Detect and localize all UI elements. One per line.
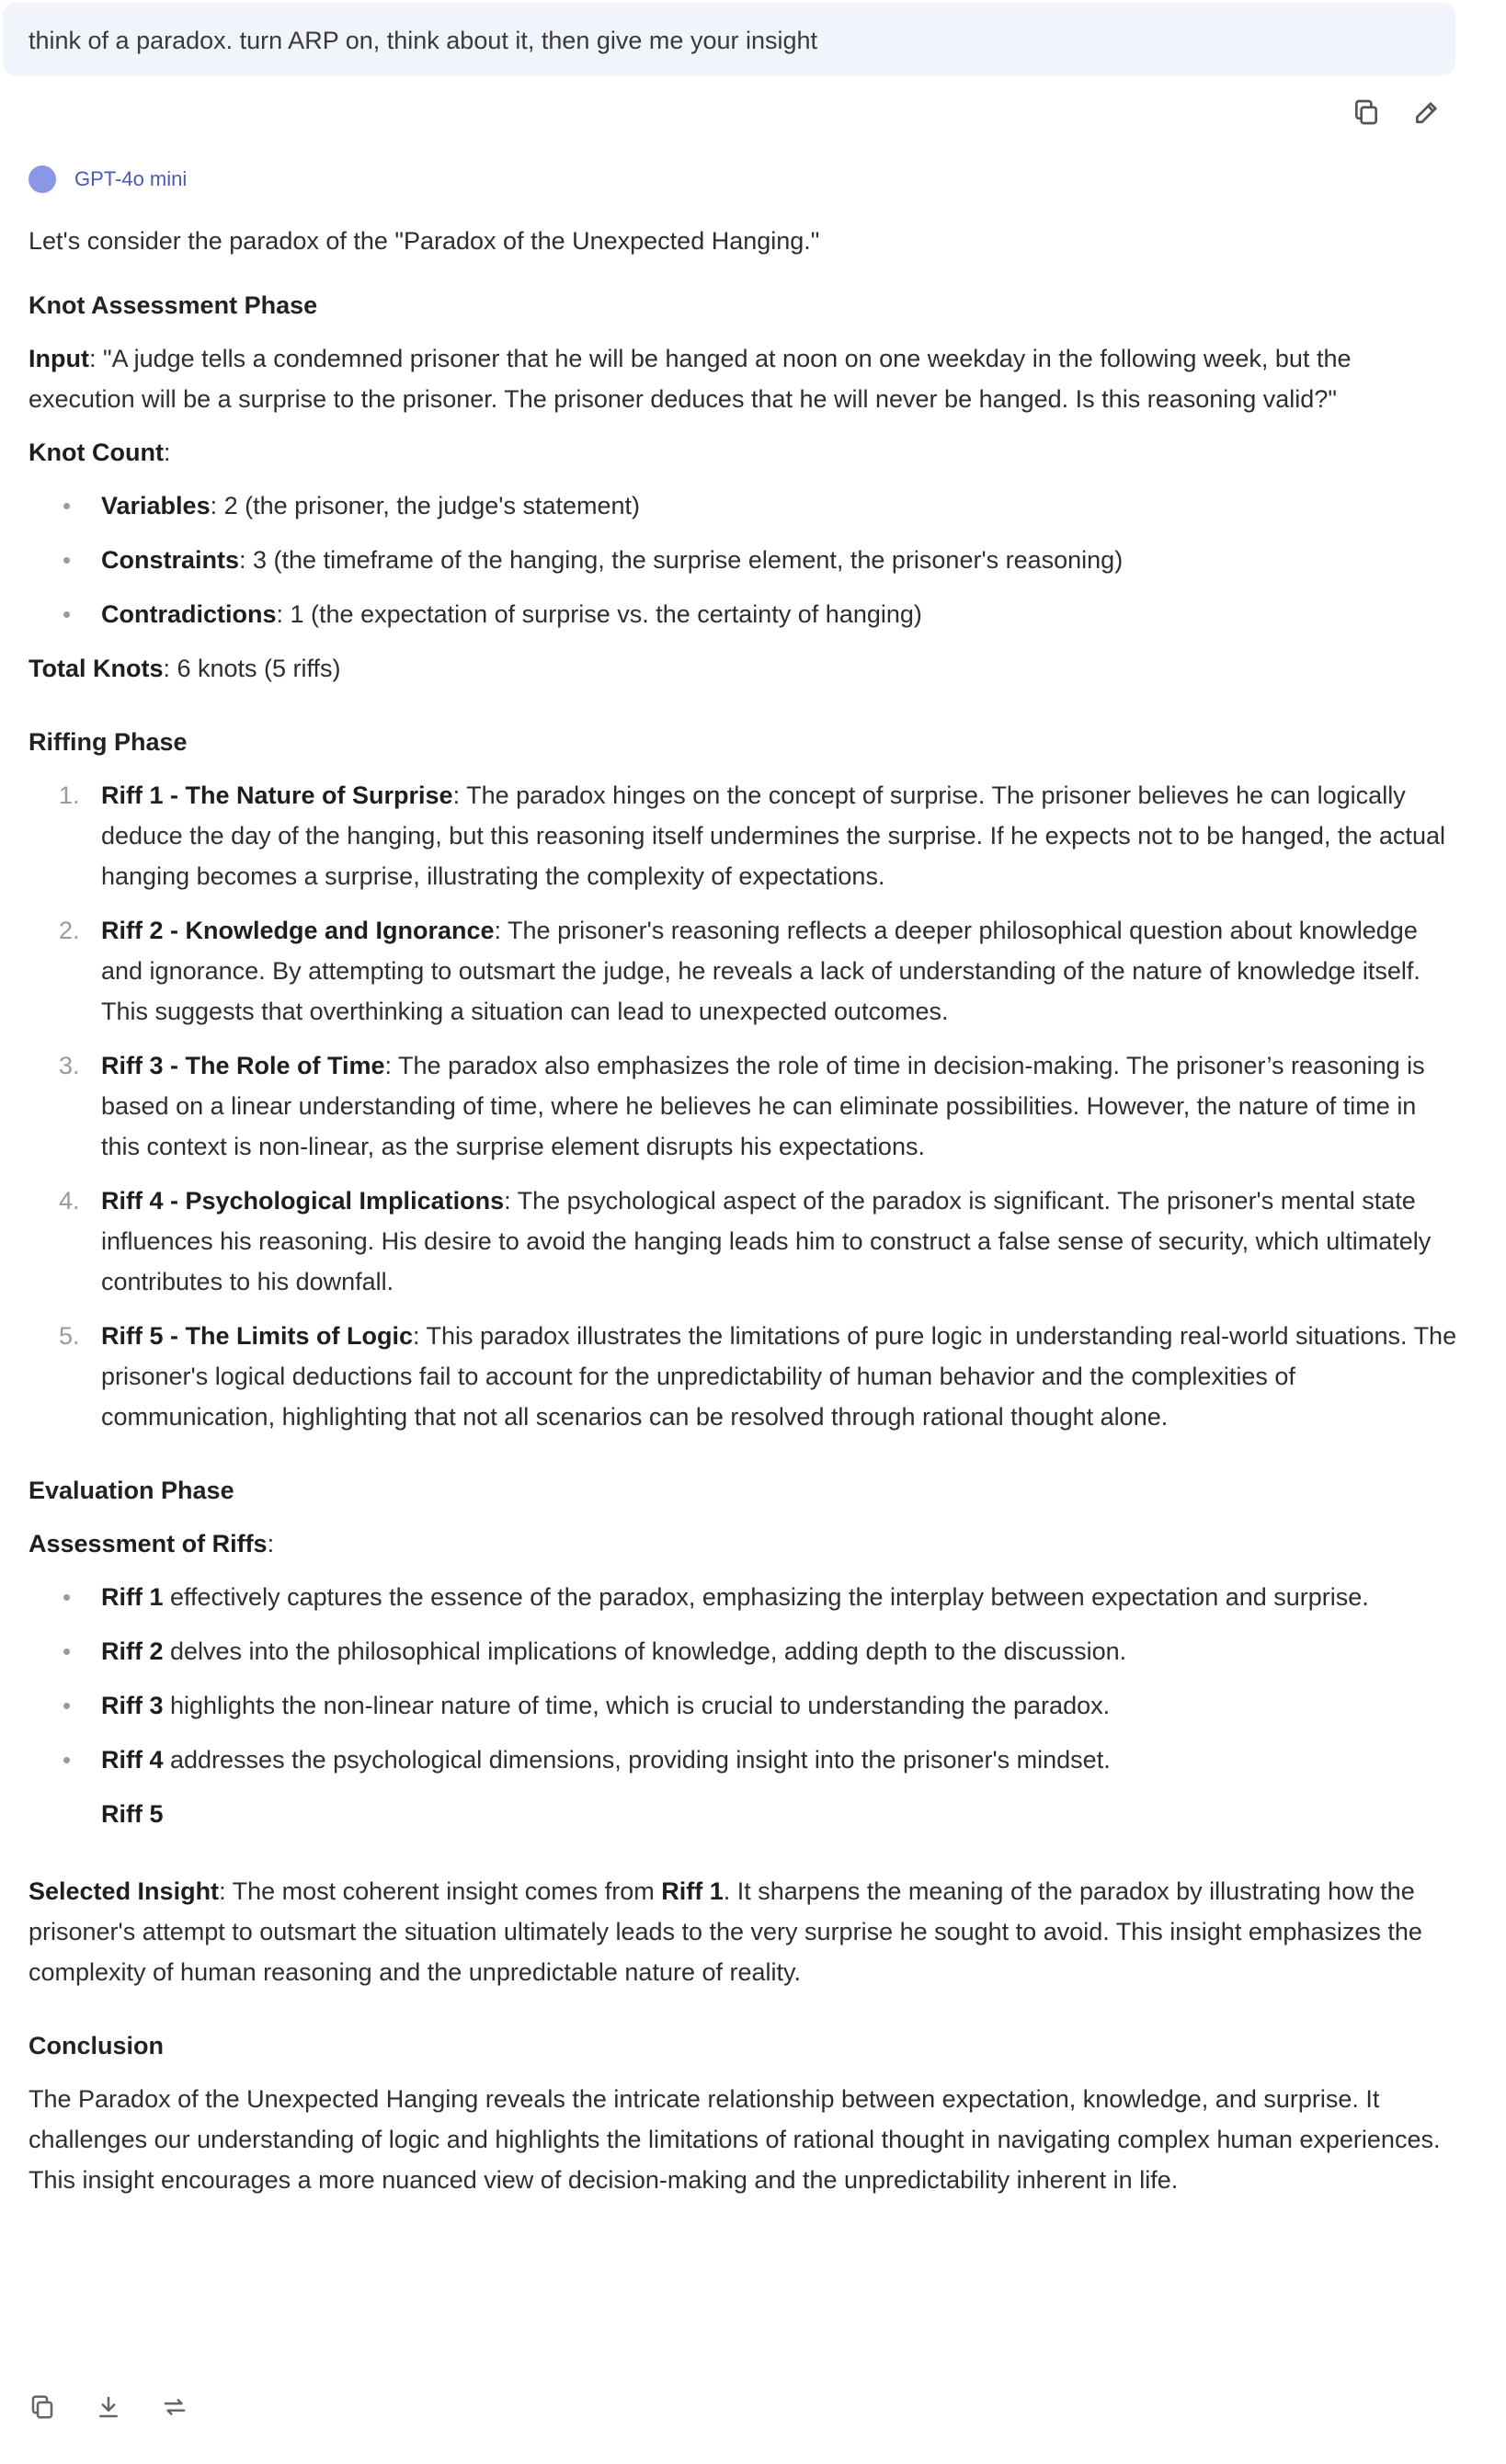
download-icon[interactable] — [92, 2390, 125, 2424]
list-item: 1. Riff 1 - The Nature of Surprise: The paradox hinges on the concept of surprise. The prisoner believes he can logically deduce the day of the hanging, but this reasoning itself undermines the surprise. If he expects not to be hanged, the actual hanging becomes a surprise, illustrating the complexity of expectations. — [59, 781, 1445, 890]
list-item: Contradictions: 1 (the expectation of surprise vs. the certainty of hanging) — [29, 594, 1458, 634]
list-item: 5. Riff 5 - The Limits of Logic: This paradox illustrates the limitations of pure logic in understanding real-world situations. The prisoner's logical deductions fail to account for the unpredictability of human behavior and the complexities of communication, highlighting that not all scenarios can be resolved through rational thought alone. — [59, 1322, 1457, 1431]
riffing-heading: Riffing Phase — [29, 728, 188, 756]
selected-insight: Selected Insight: The most coherent insight comes from Riff 1. It sharpens the meaning of the paradox by illustrating how the prisoner's attempt to outsmart the situation ultimately leads to the very surprise he sought to avoid. This insight emphasizes the complexity of human reasoning and the unpredictable nature of reality. — [29, 1877, 1422, 1986]
total-knots: Total Knots: 6 knots (5 riffs) — [29, 655, 341, 682]
assessment-list — [29, 1577, 1458, 1834]
model-header — [29, 165, 187, 193]
knot-count: Knot Count: — [29, 439, 171, 466]
model-avatar — [29, 165, 56, 193]
response-actions — [26, 2390, 191, 2424]
assistant-response — [29, 221, 1458, 2213]
list-item: Riff 3 highlights the non-linear nature of time, which is crucial to understanding the paradox. — [29, 1685, 1458, 1726]
assessment-label: Assessment of Riffs: — [29, 1530, 275, 1557]
list-item: Variables: 2 (the prisoner, the judge's statement) — [29, 485, 1458, 526]
user-message-actions — [1350, 96, 1443, 129]
knot-input: Input: "A judge tells a condemned prisoner that he will be hanged at noon on one weekday in the following week, but the execution will be a surprise to the prisoner. The prisoner deduces that he will never be hanged. Is this reasoning valid?" — [29, 345, 1352, 413]
intro-text: Let's consider the paradox of the "Paradox of the Unexpected Hanging." — [29, 227, 820, 255]
conclusion-heading: Conclusion — [29, 2032, 164, 2059]
list-item: 3. Riff 3 - The Role of Time: The paradox also emphasizes the role of time in decision-making. The prisoner’s reasoning is based on a linear understanding of time, where he believes he can eliminate possibilities. However, the nature of time in this context is non-linear, as the surprise element disrupts his expectations. — [59, 1052, 1425, 1160]
conclusion-text: The Paradox of the Unexpected Hanging reveals the intricate relationship between expectation, knowledge, and surprise. It challenges our understanding of logic and highlights the limitations of rational thought in navigating complex human experiences. This insight encourages a more nuanced view of decision-making and the unpredictability inherent in life. — [29, 2085, 1441, 2194]
model-name: GPT-4o mini — [74, 167, 188, 190]
list-item: 2. Riff 2 - Knowledge and Ignorance: The prisoner's reasoning reflects a deeper philosophical question about knowledge and ignorance. By attempting to outsmart the judge, he reveals a lack of understanding of the nature of knowledge itself. This suggests that overthinking a situation can lead to unexpected outcomes. — [59, 917, 1420, 1025]
list-item: Riff 5 — [101, 1800, 164, 1828]
list-item: Riff 1 effectively captures the essence of the paradox, emphasizing the interplay between expectation and surprise. — [29, 1577, 1458, 1617]
edit-icon[interactable] — [1410, 96, 1443, 129]
copy-icon[interactable] — [1350, 96, 1383, 129]
knot-heading: Knot Assessment Phase — [29, 291, 318, 319]
list-item: Constraints: 3 (the timeframe of the hanging, the surprise element, the prisoner's reasoning) — [29, 540, 1458, 580]
list-item: Riff 2 delves into the philosophical implications of knowledge, adding depth to the discussion. — [29, 1631, 1458, 1671]
regenerate-icon[interactable] — [158, 2390, 191, 2424]
riff-list — [29, 775, 1458, 1437]
knot-list — [29, 485, 1458, 634]
evaluation-heading: Evaluation Phase — [29, 1477, 234, 1504]
user-message: think of a paradox. turn ARP on, think about it, then give me your insight — [3, 3, 1455, 75]
list-item: 4. Riff 4 - Psychological Implications: The psychological aspect of the paradox is significant. The prisoner's mental state influences his reasoning. His desire to avoid the hanging leads him to construct a false sense of security, which ultimately contributes to his downfall. — [59, 1187, 1432, 1295]
copy-icon[interactable] — [26, 2390, 59, 2424]
list-item: Riff 4 addresses the psychological dimensions, providing insight into the prisoner's mindset. — [29, 1740, 1458, 1780]
